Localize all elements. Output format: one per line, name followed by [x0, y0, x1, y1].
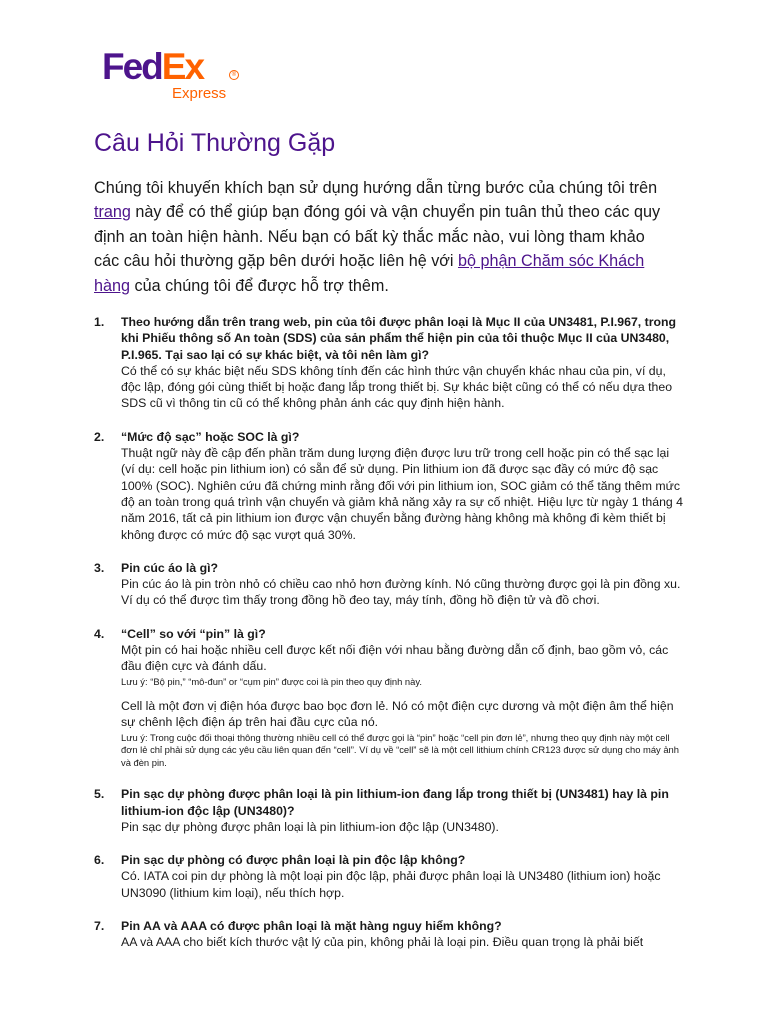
faq-number: 4.	[94, 626, 105, 641]
intro-text-1: Chúng tôi khuyến khích bạn sử dụng hướng dẫn từng bước của chúng tôi trên	[94, 179, 658, 197]
intro-paragraph	[94, 176, 674, 298]
logo-ex: Ex	[161, 46, 204, 87]
faq-number: 6.	[94, 853, 105, 868]
faq-answer: Pin sạc dự phòng được phân loại là pin lithium-ion độc lập (UN3480).	[121, 819, 499, 834]
faq-question: Theo hướng dẫn trên trang web, pin của tôi được phân loại là Mục II của UN3481, P.I.967, trong khi Phiếu thông số An toàn (SDS) của sản phẩm thể hiện pin của tôi thuộc Mục II của UN3480, P.I.965. Tại sao lại có sự khác biệt, và tôi nên làm gì?	[121, 315, 677, 362]
customer-care-link[interactable]: bộ phận Chăm sóc Khách hàng	[94, 252, 645, 295]
faq-number: 1.	[94, 315, 105, 329]
faq-answer: Có. IATA coi pin dự phòng là một loại pin độc lập, phải được phân loại là UN3480 (lithium ion) hoặc UN3090 (lithium kim loại), nếu thích hợp.	[121, 869, 661, 900]
faq-item-1	[94, 314, 684, 412]
faq-item-3	[94, 560, 684, 609]
logo-fed: Fed	[102, 46, 162, 87]
faq-note: Lưu ý: Trong cuộc đối thoại thông thường nhiều cell có thể được gọi là “pin” hoặc “cell pin đơn lẻ”, nhưng theo quy định này một cell đơn lẻ chỉ phải sử dụng các yêu cầu liên quan đến “cell”. Ví dụ về “cell” sẽ là một cell lithium chính CR123 được sử dụng cho máy ảnh và đèn pin.	[121, 731, 679, 768]
faq-answer: Cell là một đơn vị điện hóa được bao bọc đơn lẻ. Nó có một điện cực dương và một điện âm thể hiện sự chênh lệch điện áp trên hai đầu cực của nó.	[121, 699, 674, 730]
faq-answer: Có thể có sự khác biệt nếu SDS không tính đến các hình thức vận chuyển khác nhau của pin, ví dụ, độc lập, đóng gói cùng thiết bị hoặc đang lắp trong thiết bị. Sự khác biệt cũng có thể có nếu dựa theo SDS cũ vì thông tin cũ có thể không phản ánh các quy định hiện hành.	[121, 363, 673, 411]
faq-question: Pin sạc dự phòng có được phân loại là pin độc lập không?	[121, 853, 466, 868]
fedex-express-logo	[102, 42, 242, 104]
paragraph-gap	[121, 688, 684, 698]
page-link[interactable]: trang	[94, 203, 131, 222]
faq-item-5	[94, 786, 684, 835]
faq-question: “Mức độ sạc” hoặc SOC là gì?	[121, 429, 300, 444]
faq-question: Pin cúc áo là gì?	[121, 560, 219, 575]
logo-express: Express	[172, 85, 227, 102]
faq-answer: Thuật ngữ này đề cập đến phần trăm dung lượng điện được lưu trữ trong cell hoặc pin có thể sạc lại (ví dụ: cell hoặc pin lithium ion) có sẵn để sử dụng. Pin lithium ion đã được sạc đầy có mức độ sạc 100% (SOC). Nghiên cứu đã chứng minh rằng đối với pin lithium ion, SOC giảm có thể tăng thêm mức độ an toàn trong quá trình vận chuyển và giảm khả năng xảy ra sự cố nhiệt. Hiệu lực từ ngày 1 tháng 4 năm 2016, tất cả pin lithium ion được vận chuyển bằng đường hàng không mà không đi kèm thiết bị không được có mức độ sạc vượt quá 30%.	[121, 446, 684, 542]
faq-item-7	[94, 918, 684, 951]
logo-wordmark	[102, 48, 203, 85]
faq-item-2	[94, 429, 684, 543]
faq-item-6	[94, 852, 684, 901]
faq-number: 7.	[94, 919, 105, 934]
faq-question: Pin sạc dự phòng được phân loại là pin lithium-ion đang lắp trong thiết bị (UN3481) hay là pin lithium-ion độc lập (UN3480)?	[121, 787, 669, 818]
faq-number: 2.	[94, 429, 105, 444]
faq-answer: AA và AAA cho biết kích thước vật lý của pin, không phải là loại pin. Điều quan trọng là phải biết	[121, 935, 644, 950]
intro-text-3: của chúng tôi để được hỗ trợ thêm.	[130, 276, 389, 295]
faq-note: Lưu ý: “Bộ pin,” “mô-đun” or “cụm pin” được coi là pin theo quy định này.	[121, 675, 422, 687]
registered-mark: ®	[229, 70, 239, 80]
faq-answer: Pin cúc áo là pin tròn nhỏ có chiều cao nhỏ hơn đường kính. Nó cũng thường được gọi là pin đồng xu. Ví dụ có thể được tìm thấy trong đồng hồ đeo tay, máy tính, đồng hồ điện tử và đồ chơi.	[121, 577, 681, 608]
page-title: Câu Hỏi Thường Gặp	[94, 129, 336, 157]
faq-question: “Cell” so với “pin” là gì?	[121, 626, 266, 641]
faq-item-4	[94, 626, 684, 769]
faq-question: Pin AA và AAA có được phân loại là mặt hàng nguy hiểm không?	[121, 919, 502, 934]
intro-text-2: này để có thể giúp bạn đóng gói và vận chuyển pin tuân thủ theo các quy định an toàn hiện hành. Nếu bạn có bất kỳ thắc mắc nào, vui lòng tham khảo các câu hỏi thường gặp bên dưới hoặc liên hệ với	[94, 203, 661, 271]
faq-answer: Một pin có hai hoặc nhiều cell được kết nối điện với nhau bằng đường dẫn cố định, bao gồm vỏ, các đầu điện cực và đánh dấu.	[121, 643, 669, 674]
faq-list	[94, 314, 684, 968]
faq-number: 5.	[94, 787, 105, 802]
faq-number: 3.	[94, 560, 105, 575]
